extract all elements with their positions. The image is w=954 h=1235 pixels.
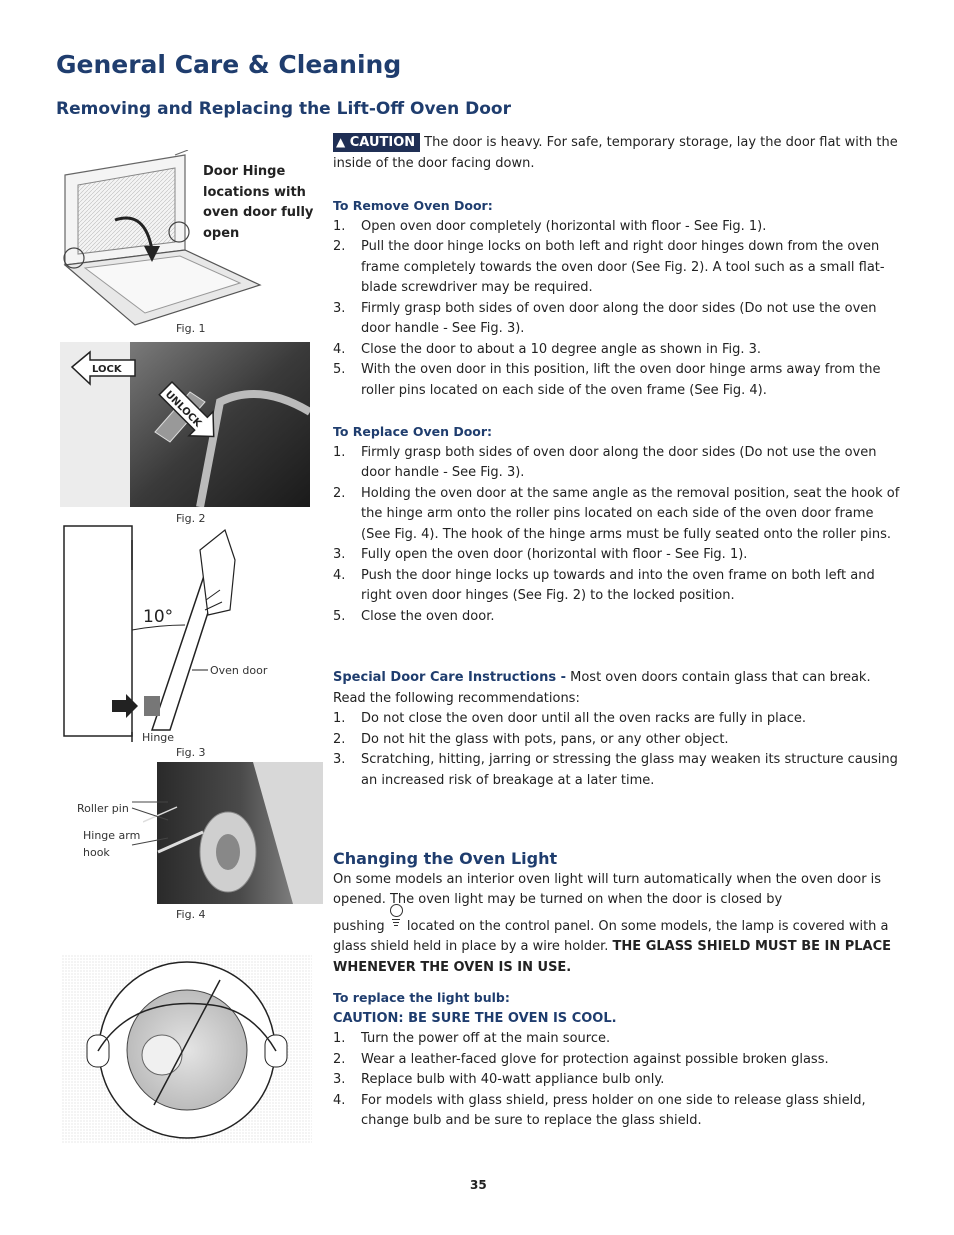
remove-step-1: Open oven door completely (horizontal with floor - See Fig. 1).: [361, 218, 767, 234]
replace-step-4: Push the door hinge locks up towards and into the oven frame on both left and right oven door hinges (See Fig. 2) to the locked position.: [361, 567, 875, 603]
special-step-2: Do not hit the glass with pots, pans, or any other object.: [361, 731, 729, 747]
special-step-1: Do not close the oven door until all the oven racks are fully in place.: [361, 711, 806, 726]
bulb-heading: To replace the light bulb:: [333, 990, 510, 1005]
remove-heading: To Remove Oven Door:: [333, 198, 493, 213]
fig4-hinge-arm-label: Hinge arm: [83, 829, 141, 842]
list-item: 4. Push the door hinge locks up towards and into the oven frame on both left and right oven door hinges (See Fig. 2) to the locked position.: [333, 567, 875, 603]
fig3-hinge-label: Hinge: [142, 731, 175, 744]
remove-section: [333, 196, 905, 401]
fig1-label: Door Hinge locations with oven door fully open: [203, 164, 314, 241]
oven-light-para1: On some models an interior oven light will turn automatically when the oven door is opened. The oven light may be turned on when the door is closed by: [333, 871, 882, 907]
list-item: 4. Close the door to about a 10 degree angle as shown in Fig. 3.: [333, 341, 762, 357]
list-item: 2. Holding the oven door at the same angle as the removal position, seat the hook of the hinge arm onto the roller pins located on each side of the oven door frame (See Fig. 4). The hook of the hinge arms must be fully seated onto the roller pins.: [333, 485, 900, 542]
fig3-angle-label: 10°: [143, 607, 174, 627]
fig3-oven-door-label: Oven door: [210, 664, 268, 677]
list-item: 3. Fully open the oven door (horizontal with floor - See Fig. 1).: [333, 547, 748, 562]
list-item: 2. Do not hit the glass with pots, pans, or any other object.: [333, 731, 729, 747]
list-item: 1. Turn the power off at the main source.: [333, 1031, 611, 1046]
list-item: 5. Close the oven door.: [333, 608, 495, 624]
bulb-step-1: Turn the power off at the main source.: [361, 1031, 611, 1046]
list-item: 1. Open oven door completely (horizontal with floor - See Fig. 1).: [333, 218, 767, 234]
fig2-hinge-lock-photo: [60, 342, 310, 507]
oven-light-para2: [333, 917, 905, 979]
remove-step-4: Close the door to about a 10 degree angle as shown in Fig. 3.: [361, 341, 762, 357]
fig3-caption: Fig. 3: [176, 746, 206, 759]
oven-light-para2-text: located on the control panel. On some models, the lamp is covered with a glass shield held in place by a wire holder.: [333, 918, 889, 954]
fig3-door-angle-diagram: [60, 520, 310, 742]
fig4-caption: Fig. 4: [176, 908, 206, 921]
fig4-hook-label: hook: [83, 846, 110, 859]
special-care-intro: [333, 668, 905, 709]
special-care-section: [333, 668, 905, 791]
fig4-roller-pin-label: Roller pin: [77, 802, 129, 815]
replace-step-2: Holding the oven door at the same angle as the removal position, seat the hook of the hinge arm onto the roller pins located on each side of the oven door frame (See Fig. 4). The hook of the hinge arms must be fully seated onto the roller pins.: [361, 485, 900, 542]
replace-step-1: Firmly grasp both sides of oven door along the door sides (Do not use the oven door handle - See Fig. 3).: [361, 444, 877, 480]
page-title: General Care & Cleaning: [56, 50, 402, 79]
fig4-leader-lines: [130, 790, 170, 860]
oven-light-illustration: [62, 955, 312, 1143]
oven-light-section: [333, 849, 905, 1132]
special-care-text: Most oven doors contain glass that can break. Read the following recommendations:: [333, 670, 871, 706]
special-care-heading: Special Door Care Instructions -: [333, 670, 566, 685]
remove-step-2: Pull the door hinge locks on both left and right door hinges down from the oven frame completely towards the oven door (See Fig. 2). A tool such as a small flat-blade screwdriver may be required.: [361, 239, 885, 295]
bulb-step-3: Replace bulb with 40-watt appliance bulb only.: [361, 1072, 665, 1087]
warning-triangle-icon: ▲: [336, 135, 346, 149]
oven-light-heading: Changing the Oven Light: [333, 849, 558, 868]
list-item: 2. Wear a leather-faced glove for protection against possible broken glass.: [333, 1051, 829, 1067]
list-item: 4. For models with glass shield, press holder on one side to release glass shield, change bulb and be sure to replace the glass shield.: [333, 1092, 866, 1128]
replace-step-5: Close the oven door.: [361, 608, 495, 624]
list-item: 3. Replace bulb with 40-watt appliance bulb only.: [333, 1072, 665, 1087]
replace-section: [333, 422, 905, 627]
list-item: 3. Scratching, hitting, jarring or stressing the glass may weaken its structure causing an increased risk of breakage at a later time.: [333, 752, 898, 788]
list-item: 2. Pull the door hinge locks on both left and right door hinges down from the oven frame completely towards the oven door (See Fig. 2). A tool such as a small flat-blade screwdriver may be required.: [333, 239, 885, 295]
replace-heading: To Replace Oven Door:: [333, 424, 493, 439]
caution-text: The door is heavy. For safe, temporary storage, lay the door flat with the inside of the door facing down.: [333, 135, 898, 171]
glass-shield-warning: THE GLASS SHIELD MUST BE IN PLACE WHENEVER THE OVEN IS IN USE.: [333, 939, 892, 975]
fig2-caption: Fig. 2: [176, 512, 206, 525]
caution-paragraph: [333, 133, 905, 174]
section-subtitle: Removing and Replacing the Lift-Off Oven Door: [56, 99, 511, 119]
fig4-roller-pin-photo: [143, 762, 323, 904]
oven-light-pushing: pushing: [333, 918, 385, 934]
bulb-step-2: Wear a leather-faced glove for protection against possible broken glass.: [361, 1051, 829, 1067]
remove-step-5: With the oven door in this position, lift the oven door hinge arms away from the roller pins located on each side of the oven frame (See Fig. 4).: [361, 362, 881, 398]
bulb-step-4: For models with glass shield, press holder on one side to release glass shield, change bulb and be sure to replace the glass shield.: [361, 1092, 866, 1128]
remove-step-3: Firmly grasp both sides of oven door along the door sides (Do not use the oven door handle - See Fig. 3).: [361, 300, 877, 336]
fig1-caption: Fig. 1: [176, 322, 206, 335]
list-item: 3. Firmly grasp both sides of oven door along the door sides (Do not use the oven door handle - See Fig. 3).: [333, 300, 877, 336]
bulb-caution: CAUTION: BE SURE THE OVEN IS COOL.: [333, 1010, 617, 1026]
list-item: 1. Do not close the oven door until all the oven racks are fully in place.: [333, 711, 806, 726]
oven-light-key-icon: [389, 918, 403, 932]
fig2-unlock-label: UNLOCK: [162, 389, 204, 430]
fig2-lock-label: LOCK: [92, 364, 122, 375]
page-number: 35: [470, 1178, 487, 1192]
special-step-3: Scratching, hitting, jarring or stressing the glass may weaken its structure causing an increased risk of breakage at a later time.: [361, 752, 898, 788]
list-item: 1. Firmly grasp both sides of oven door along the door sides (Do not use the oven door handle - See Fig. 3).: [333, 444, 877, 480]
replace-step-3: Fully open the oven door (horizontal with floor - See Fig. 1).: [361, 547, 748, 562]
caution-badge: [333, 133, 420, 152]
list-item: 5. With the oven door in this position, lift the oven door hinge arms away from the roller pins located on each side of the oven frame (See Fig. 4).: [333, 362, 881, 398]
caution-badge-label: CAUTION: [349, 135, 416, 150]
